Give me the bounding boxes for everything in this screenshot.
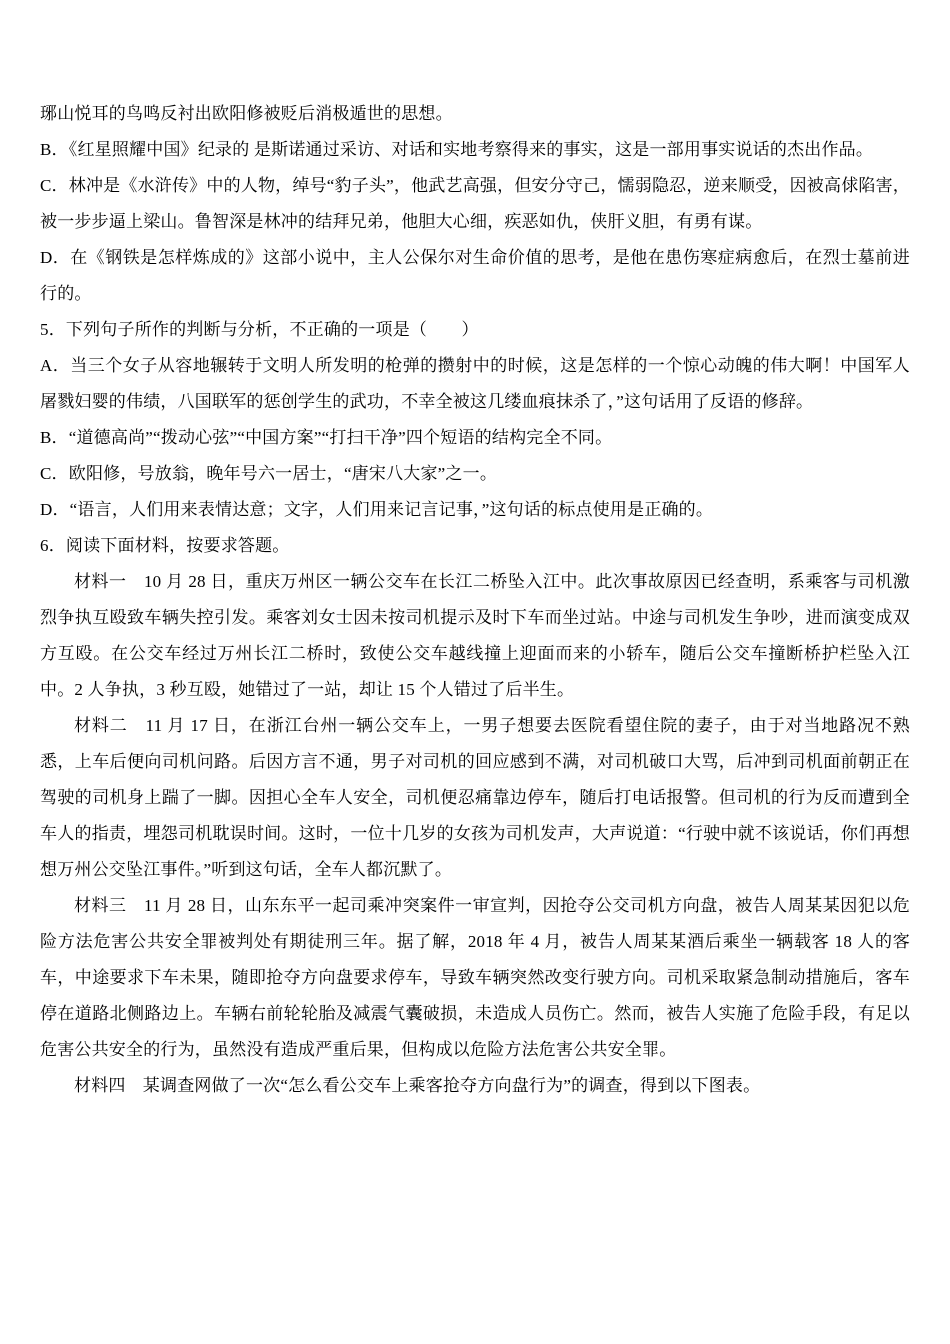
q5-stem: 5．下列句子所作的判断与分析，不正确的一项是（ ） <box>40 320 479 339</box>
q6-material-3: 材料三 11 月 28 日，山东东平一起司乘冲突案件一审宣判，因抢夺公交司机方向盘，被告人周某某因犯以危险方法危害公共安全罪被判处有期徒刑三年。据了解，2018 年 4 月，被告人周某某酒后乘坐一辆载客 18 人的客车，中途要求下车未果，随即抢夺方向盘要求停车，导致车辆突然改变行驶方向。司机采取紧急制动措施后，客车停在道路北侧路边上。车辆右前轮轮胎及减震气囊破损，未造成人员伤亡。然而，被告人实施了危险手段，有足以危害公共安全的行为，虽然没有造成严重后果，但构成以危险方法危害公共安全罪。 <box>40 896 910 1059</box>
q6-stem: 6．阅读下面材料，按要求答题。 <box>40 536 290 555</box>
q5-option-a: A．当三个女子从容地辗转于文明人所发明的枪弹的攒射中的时候，这是怎样的一个惊心动魄的伟大啊！中国军人屠戮妇婴的伟绩，八国联军的惩创学生的武功，不幸全被这几缕血痕抹杀了，”这句话用了反语的修辞。 <box>40 356 910 411</box>
q5-option-d: D．“语言，人们用来表情达意；文字，人们用来记言记事，”这句话的标点使用是正确的。 <box>40 500 714 519</box>
q5-option-b: B．“道德高尚”“拨动心弦”“中国方案”“打扫干净”四个短语的结构完全不同。 <box>40 428 613 447</box>
q4-option-a-continuation: 琊山悦耳的鸟鸣反衬出欧阳修被贬后消极遁世的思想。 <box>40 104 453 123</box>
q4-option-d: D．在《钢铁是怎样炼成的》这部小说中，主人公保尔对生命价值的思考，是他在患伤寒症病愈后，在烈士墓前进行的。 <box>40 248 910 303</box>
q5-option-c: C．欧阳修，号放翁，晚年号六一居士，“唐宋八大家”之一。 <box>40 464 498 483</box>
q6-material-4: 材料四 某调查网做了一次“怎么看公交车上乘客抢夺方向盘行为”的调查，得到以下图表。 <box>74 1076 761 1095</box>
q4-option-b: B．《红星照耀中国》纪录的 是斯诺通过采访、对话和实地考察得来的事实，这是一部用事实说话的杰出作品。 <box>40 140 874 159</box>
document-body <box>40 96 910 1104</box>
q6-material-1: 材料一 10 月 28 日，重庆万州区一辆公交车在长江二桥坠入江中。此次事故原因已经查明，系乘客与司机激烈争执互殴致车辆失控引发。乘客刘女士因未按司机提示及时下车而坐过站。中途与司机发生争吵，进而演变成双方互殴。在公交车经过万州长江二桥时，致使公交车越线撞上迎面而来的小轿车，随后公交车撞断桥护栏坠入江中。2 人争执，3 秒互殴，她错过了一站，却让 15 个人错过了后半生。 <box>40 572 910 699</box>
q6-material-2: 材料二 11 月 17 日，在浙江台州一辆公交车上，一男子想要去医院看望住院的妻子，由于对当地路况不熟悉，上车后便向司机问路。后因方言不通，男子对司机的回应感到不满，对司机破口大骂，后冲到司机面前朝正在驾驶的司机身上踹了一脚。因担心全车人安全，司机便忍痛靠边停车，随后打电话报警。但司机的行为反而遭到全车人的指责，埋怨司机耽误时间。这时，一位十几岁的女孩为司机发声，大声说道：“行驶中就不该说话，你们再想想万州公交坠江事件。”听到这句话，全车人都沉默了。 <box>40 716 910 879</box>
q4-option-c: C．林冲是《水浒传》中的人物，绰号“豹子头”，他武艺高强，但安分守己，懦弱隐忍，逆来顺受，因被高俅陷害，被一步步逼上梁山。鲁智深是林冲的结拜兄弟，他胆大心细，疾恶如仇，侠肝义胆，有勇有谋。 <box>40 176 910 231</box>
